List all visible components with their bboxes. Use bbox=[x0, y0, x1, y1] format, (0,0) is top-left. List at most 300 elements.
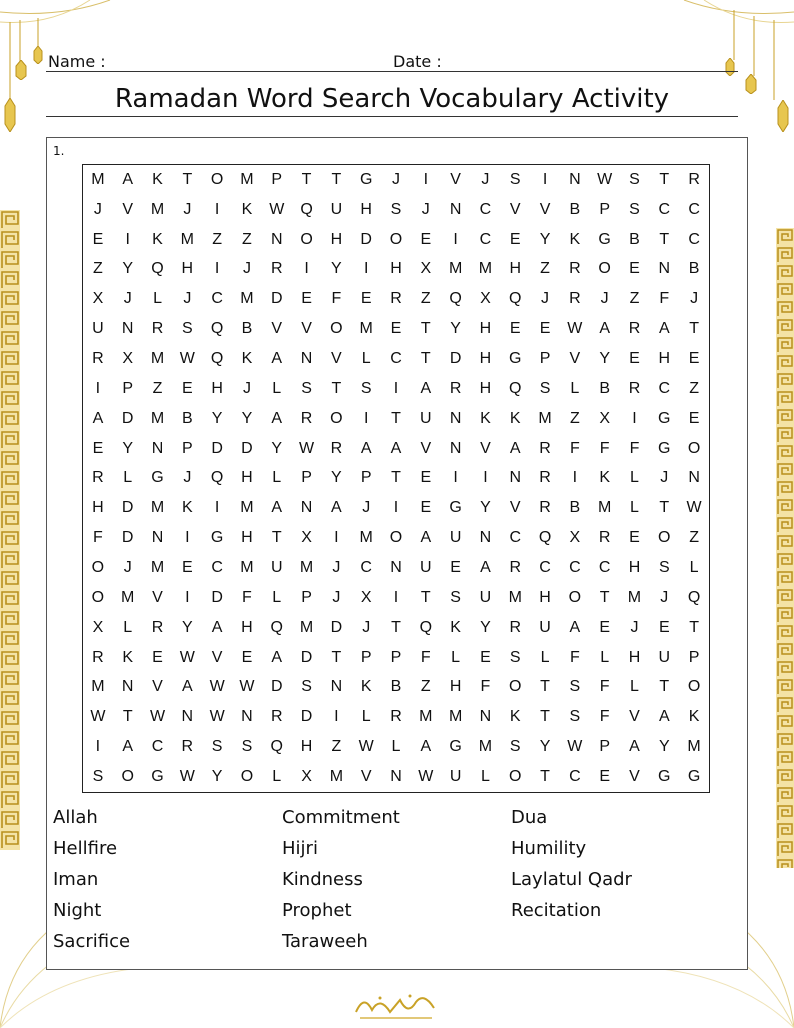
grid-letter: W bbox=[597, 170, 613, 188]
grid-letter: Q bbox=[270, 618, 283, 636]
grid-letter: I bbox=[185, 588, 190, 606]
grid-letter: A bbox=[271, 350, 283, 368]
word-list-item: Commitment bbox=[282, 807, 400, 828]
grid-letter: O bbox=[658, 529, 671, 547]
grid-letter: T bbox=[331, 648, 342, 666]
grid-letter: J bbox=[690, 290, 699, 308]
grid-letter: C bbox=[509, 529, 522, 547]
grid-letter: Q bbox=[300, 200, 313, 218]
grid-letter: A bbox=[92, 409, 104, 427]
grid-letter: T bbox=[391, 469, 401, 487]
grid-letter: C bbox=[360, 559, 372, 577]
grid-letter: A bbox=[420, 738, 432, 756]
grid-letter: Z bbox=[420, 678, 431, 696]
grid-letter: L bbox=[272, 379, 282, 397]
grid-letter: J bbox=[391, 170, 400, 188]
grid-letter: T bbox=[659, 499, 670, 517]
grid-letter: H bbox=[241, 469, 253, 487]
grid-letter: E bbox=[688, 350, 700, 368]
grid-letter: C bbox=[598, 559, 611, 577]
grid-letter: A bbox=[658, 320, 670, 338]
grid-letter: T bbox=[391, 618, 401, 636]
grid-letter: Y bbox=[122, 439, 134, 457]
grid-letter: H bbox=[181, 260, 194, 278]
grid-letter: W bbox=[239, 678, 255, 696]
grid-letter: M bbox=[121, 588, 135, 606]
grid-letter: Q bbox=[509, 379, 522, 397]
grid-letter: E bbox=[92, 439, 104, 457]
grid-letter: J bbox=[600, 290, 609, 308]
grid-letter: U bbox=[420, 559, 432, 577]
grid-letter: E bbox=[92, 230, 104, 248]
grid-letter: H bbox=[539, 588, 551, 606]
grid-letter: C bbox=[390, 350, 402, 368]
grid-letter: L bbox=[153, 290, 162, 308]
grid-letter: B bbox=[629, 230, 640, 248]
grid-letter: T bbox=[420, 320, 431, 338]
grid-letter: H bbox=[211, 379, 223, 397]
grid-letter: D bbox=[449, 350, 462, 368]
word-list-item: Dua bbox=[511, 807, 548, 828]
grid-letter: Y bbox=[539, 230, 551, 248]
grid-letter: L bbox=[123, 469, 133, 487]
grid-letter: E bbox=[390, 320, 402, 338]
grid-letter: L bbox=[540, 648, 550, 666]
grid-letter: U bbox=[449, 768, 462, 786]
grid-letter: R bbox=[390, 708, 402, 726]
grid-letter: H bbox=[628, 559, 641, 577]
grid-letter: E bbox=[152, 648, 163, 666]
grid-letter: L bbox=[630, 678, 639, 696]
lantern-icon bbox=[724, 58, 736, 76]
grid-letter: A bbox=[211, 618, 223, 636]
grid-letter: E bbox=[420, 499, 432, 517]
grid-letter: G bbox=[359, 170, 373, 188]
grid-letter: T bbox=[540, 678, 550, 696]
grid-letter: Q bbox=[210, 469, 224, 487]
grid-letter: J bbox=[630, 618, 639, 636]
grid-letter: E bbox=[360, 290, 372, 308]
grid-letter: N bbox=[181, 708, 194, 726]
grid-letter: V bbox=[331, 350, 342, 368]
grid-letter: H bbox=[479, 320, 492, 338]
grid-letter: Z bbox=[629, 290, 640, 308]
grid-letter: W bbox=[269, 200, 285, 218]
grid-letter: O bbox=[330, 320, 343, 338]
grid-letter: D bbox=[300, 648, 313, 666]
grid-letter: M bbox=[150, 499, 165, 517]
grid-letter: F bbox=[599, 678, 610, 696]
grid-letter: O bbox=[509, 678, 522, 696]
grid-letter: D bbox=[300, 708, 313, 726]
grid-letter: F bbox=[569, 439, 580, 457]
grid-letter: O bbox=[121, 768, 134, 786]
grid-letter: M bbox=[597, 499, 612, 517]
grid-letter: H bbox=[479, 379, 492, 397]
grid-letter: J bbox=[242, 260, 251, 278]
grid-letter: A bbox=[480, 559, 491, 577]
grid-letter: O bbox=[91, 588, 105, 606]
grid-letter: D bbox=[360, 230, 372, 248]
grid-letter: N bbox=[449, 200, 462, 218]
grid-letter: I bbox=[334, 529, 339, 547]
grid-letter: L bbox=[361, 350, 371, 368]
grid-letter: T bbox=[599, 588, 610, 606]
grid-letter: Z bbox=[569, 409, 580, 427]
grid-letter: D bbox=[270, 290, 283, 308]
grid-letter: N bbox=[390, 559, 402, 577]
grid-letter: V bbox=[539, 200, 551, 218]
grid-letter: V bbox=[509, 499, 521, 517]
grid-letter: T bbox=[331, 170, 342, 188]
grid-letter: E bbox=[181, 379, 193, 397]
grid-letter: I bbox=[185, 529, 190, 547]
grid-letter: T bbox=[420, 350, 431, 368]
grid-letter: N bbox=[479, 529, 492, 547]
grid-letter: R bbox=[151, 618, 164, 636]
grid-letter: F bbox=[93, 529, 103, 547]
grid-letter: T bbox=[689, 320, 699, 338]
grid-letter: Y bbox=[599, 350, 610, 368]
grid-letter: U bbox=[92, 320, 104, 338]
grid-letter: M bbox=[240, 499, 254, 517]
grid-letter: Q bbox=[419, 618, 433, 636]
grid-letter: M bbox=[508, 588, 522, 606]
grid-letter: F bbox=[629, 439, 640, 457]
puzzle-card bbox=[46, 137, 748, 970]
grid-letter: F bbox=[599, 708, 610, 726]
grid-letter: M bbox=[299, 618, 314, 636]
grid-letter: D bbox=[211, 439, 223, 457]
grid-letter: O bbox=[389, 230, 403, 248]
lantern-icon bbox=[32, 46, 44, 64]
grid-letter: W bbox=[209, 678, 225, 696]
grid-letter: Y bbox=[331, 260, 342, 278]
grid-letter: M bbox=[91, 170, 105, 188]
grid-letter: X bbox=[599, 409, 610, 427]
grid-letter: K bbox=[241, 350, 253, 368]
grid-letter: M bbox=[419, 708, 433, 726]
grid-letter: U bbox=[539, 618, 551, 636]
grid-letter: M bbox=[448, 708, 463, 726]
grid-letter: G bbox=[151, 469, 164, 487]
grid-letter: C bbox=[658, 200, 671, 218]
grid-letter: W bbox=[179, 768, 195, 786]
grid-letter: T bbox=[331, 379, 342, 397]
grid-letter: Q bbox=[270, 738, 283, 756]
grid-letter: E bbox=[688, 409, 700, 427]
grid-letter: C bbox=[211, 559, 223, 577]
grid-letter: D bbox=[121, 499, 134, 517]
grid-letter: J bbox=[183, 200, 192, 218]
grid-letter: J bbox=[93, 200, 102, 218]
grid-letter: J bbox=[362, 618, 371, 636]
grid-letter: C bbox=[569, 768, 581, 786]
grid-letter: O bbox=[509, 768, 522, 786]
grid-letter: T bbox=[420, 588, 431, 606]
grid-letter: R bbox=[449, 379, 462, 397]
word-list-item: Night bbox=[53, 900, 102, 921]
grid-letter: E bbox=[539, 320, 551, 338]
grid-letter: E bbox=[181, 559, 193, 577]
grid-letter: D bbox=[241, 439, 253, 457]
grid-letter: Y bbox=[480, 618, 491, 636]
grid-letter: E bbox=[658, 618, 670, 636]
grid-letter: O bbox=[330, 409, 343, 427]
grid-letter: Q bbox=[687, 588, 701, 606]
grid-letter: Q bbox=[538, 529, 552, 547]
grid-letter: J bbox=[183, 290, 192, 308]
grid-letter: T bbox=[540, 708, 550, 726]
grid-letter: J bbox=[242, 379, 251, 397]
grid-letter: N bbox=[569, 170, 581, 188]
grid-letter: V bbox=[152, 588, 163, 606]
grid-letter: K bbox=[450, 618, 461, 636]
grid-letter: R bbox=[330, 439, 343, 457]
grid-letter: Y bbox=[450, 320, 461, 338]
grid-letter: O bbox=[568, 588, 582, 606]
grid-letter: K bbox=[152, 230, 163, 248]
grid-letter: R bbox=[181, 738, 194, 756]
grid-letter: O bbox=[300, 230, 313, 248]
grid-letter: B bbox=[241, 320, 253, 338]
grid-letter: L bbox=[123, 618, 133, 636]
grid-letter: F bbox=[480, 678, 491, 696]
grid-letter: W bbox=[149, 708, 166, 726]
grid-letter: P bbox=[599, 738, 610, 756]
grid-letter: W bbox=[358, 738, 374, 756]
grid-letter: I bbox=[95, 738, 101, 756]
grid-letter: L bbox=[272, 469, 282, 487]
grid-letter: W bbox=[90, 708, 106, 726]
grid-letter: L bbox=[272, 768, 282, 786]
grid-letter: F bbox=[599, 439, 610, 457]
grid-letter: X bbox=[92, 618, 104, 636]
grid-letter: O bbox=[240, 768, 254, 786]
grid-letter: M bbox=[627, 588, 642, 606]
grid-letter: U bbox=[658, 648, 671, 666]
grid-letter: X bbox=[301, 768, 312, 786]
grid-letter: K bbox=[688, 708, 700, 726]
right-greek-key-border bbox=[776, 228, 794, 868]
grid-letter: G bbox=[151, 768, 164, 786]
name-date-line bbox=[46, 71, 738, 72]
grid-letter: J bbox=[123, 290, 132, 308]
grid-letter: N bbox=[151, 529, 164, 547]
grid-letter: S bbox=[629, 170, 640, 188]
grid-letter: L bbox=[391, 738, 401, 756]
grid-letter: M bbox=[240, 559, 254, 577]
grid-letter: G bbox=[449, 499, 462, 517]
grid-letter: I bbox=[125, 230, 130, 248]
grid-letter: L bbox=[600, 648, 610, 666]
grid-letter: T bbox=[659, 170, 670, 188]
grid-letter: R bbox=[92, 350, 104, 368]
grid-letter: X bbox=[420, 260, 432, 278]
grid-letter: M bbox=[687, 738, 701, 756]
grid-letter: A bbox=[360, 439, 372, 457]
grid-letter: R bbox=[270, 260, 283, 278]
grid-letter: T bbox=[391, 409, 401, 427]
grid-letter: Z bbox=[152, 379, 163, 397]
grid-letter: B bbox=[569, 499, 581, 517]
grid-letter: A bbox=[629, 738, 640, 756]
grid-letter: N bbox=[300, 499, 313, 517]
grid-letter: S bbox=[509, 738, 521, 756]
grid-letter: F bbox=[659, 290, 670, 308]
grid-letter: H bbox=[449, 678, 462, 696]
grid-letter: Z bbox=[331, 738, 342, 756]
grid-letter: I bbox=[363, 260, 369, 278]
grid-letter: S bbox=[658, 559, 670, 577]
grid-letter: V bbox=[152, 678, 163, 696]
grid-letter: I bbox=[483, 469, 488, 487]
grid-letter: O bbox=[598, 260, 611, 278]
grid-letter: H bbox=[390, 260, 402, 278]
grid-letter: T bbox=[301, 170, 312, 188]
grid-letter: M bbox=[240, 290, 254, 308]
grid-letter: A bbox=[390, 439, 402, 457]
grid-letter: H bbox=[628, 648, 641, 666]
grid-letter: R bbox=[92, 469, 104, 487]
grid-letter: Z bbox=[420, 290, 431, 308]
grid-letter: Q bbox=[449, 290, 462, 308]
left-greek-key-border bbox=[0, 210, 20, 850]
grid-letter: J bbox=[481, 170, 490, 188]
ramadan-kareem-calligraphy bbox=[350, 990, 442, 1022]
grid-letter: F bbox=[242, 588, 252, 606]
grid-letter: A bbox=[420, 379, 432, 397]
grid-letter: S bbox=[390, 200, 402, 218]
grid-letter: S bbox=[569, 708, 581, 726]
grid-letter: S bbox=[450, 588, 461, 606]
grid-letter: X bbox=[92, 290, 104, 308]
grid-letter: T bbox=[271, 529, 282, 547]
word-list-item: Laylatul Qadr bbox=[511, 869, 632, 890]
grid-letter: R bbox=[688, 170, 700, 188]
lantern-icon bbox=[744, 74, 758, 94]
grid-letter: E bbox=[420, 230, 432, 248]
grid-letter: T bbox=[659, 230, 670, 248]
grid-letter: M bbox=[359, 320, 373, 338]
grid-letter: A bbox=[599, 320, 610, 338]
grid-letter: H bbox=[479, 350, 492, 368]
grid-letter: Y bbox=[539, 738, 551, 756]
word-list-item: Sacrifice bbox=[53, 931, 131, 952]
grid-letter: T bbox=[689, 618, 699, 636]
grid-letter: L bbox=[272, 588, 282, 606]
grid-letter: G bbox=[449, 738, 462, 756]
grid-letter: C bbox=[569, 559, 581, 577]
grid-letter: M bbox=[150, 559, 165, 577]
grid-letter: V bbox=[211, 648, 223, 666]
grid-letter: U bbox=[420, 409, 432, 427]
puzzle-number: 1. bbox=[53, 144, 65, 158]
grid-letter: O bbox=[210, 170, 224, 188]
grid-letter: H bbox=[330, 230, 343, 248]
grid-letter: E bbox=[301, 290, 312, 308]
grid-letter: J bbox=[421, 200, 430, 218]
grid-letter: N bbox=[121, 678, 134, 696]
grid-letter: K bbox=[569, 230, 581, 248]
lantern-icon bbox=[3, 98, 17, 132]
grid-letter: P bbox=[539, 350, 551, 368]
grid-letter: D bbox=[121, 529, 134, 547]
grid-letter: R bbox=[539, 439, 551, 457]
grid-letter: S bbox=[509, 170, 521, 188]
grid-letter: X bbox=[480, 290, 491, 308]
grid-letter: S bbox=[569, 678, 581, 696]
grid-letter: V bbox=[122, 200, 134, 218]
lantern-icon bbox=[776, 100, 790, 132]
grid-letter: H bbox=[241, 618, 253, 636]
grid-letter: W bbox=[686, 499, 702, 517]
grid-letter: D bbox=[330, 618, 343, 636]
grid-letter: X bbox=[360, 588, 372, 606]
word-list-item: Iman bbox=[53, 869, 99, 890]
grid-letter: C bbox=[151, 738, 164, 756]
grid-letter: E bbox=[509, 320, 521, 338]
grid-letter: I bbox=[214, 499, 220, 517]
grid-letter: Y bbox=[122, 260, 134, 278]
grid-letter: A bbox=[271, 648, 283, 666]
grid-letter: I bbox=[363, 409, 369, 427]
grid-letter: E bbox=[629, 529, 640, 547]
grid-letter: R bbox=[598, 529, 611, 547]
grid-letter: N bbox=[479, 708, 492, 726]
name-label: Name : bbox=[48, 52, 106, 71]
grid-letter: Z bbox=[212, 230, 223, 248]
grid-letter: R bbox=[92, 648, 104, 666]
grid-letter: W bbox=[179, 648, 195, 666]
grid-letter: I bbox=[453, 230, 458, 248]
grid-letter: I bbox=[632, 409, 637, 427]
grid-letter: E bbox=[480, 648, 491, 666]
grid-letter: O bbox=[91, 559, 105, 577]
grid-letter: R bbox=[539, 499, 551, 517]
grid-letter: W bbox=[299, 439, 315, 457]
grid-letter: U bbox=[479, 588, 492, 606]
grid-letter: E bbox=[420, 469, 432, 487]
grid-letter: J bbox=[123, 559, 132, 577]
grid-letter: M bbox=[150, 350, 165, 368]
grid-letter: H bbox=[300, 738, 313, 756]
grid-letter: N bbox=[509, 469, 522, 487]
grid-letter: N bbox=[449, 439, 462, 457]
grid-letter: P bbox=[599, 200, 610, 218]
grid-letter: R bbox=[509, 618, 522, 636]
grid-letter: O bbox=[687, 678, 701, 696]
grid-letter: M bbox=[359, 529, 373, 547]
grid-letter: N bbox=[241, 708, 253, 726]
grid-letter: X bbox=[301, 529, 312, 547]
grid-letter: T bbox=[540, 768, 550, 786]
grid-letter: I bbox=[572, 469, 578, 487]
grid-letter: S bbox=[301, 379, 312, 397]
word-list bbox=[53, 806, 741, 954]
word-list-item: Hellfire bbox=[53, 838, 118, 859]
grid-letter: M bbox=[448, 260, 463, 278]
grid-letter: M bbox=[299, 559, 314, 577]
grid-letter: R bbox=[569, 260, 581, 278]
grid-letter: P bbox=[301, 469, 312, 487]
grid-letter: W bbox=[567, 738, 583, 756]
grid-letter: R bbox=[539, 469, 551, 487]
grid-letter: G bbox=[598, 230, 611, 248]
grid-letter: R bbox=[569, 290, 581, 308]
grid-letter: N bbox=[121, 320, 134, 338]
grid-letter: V bbox=[480, 439, 491, 457]
